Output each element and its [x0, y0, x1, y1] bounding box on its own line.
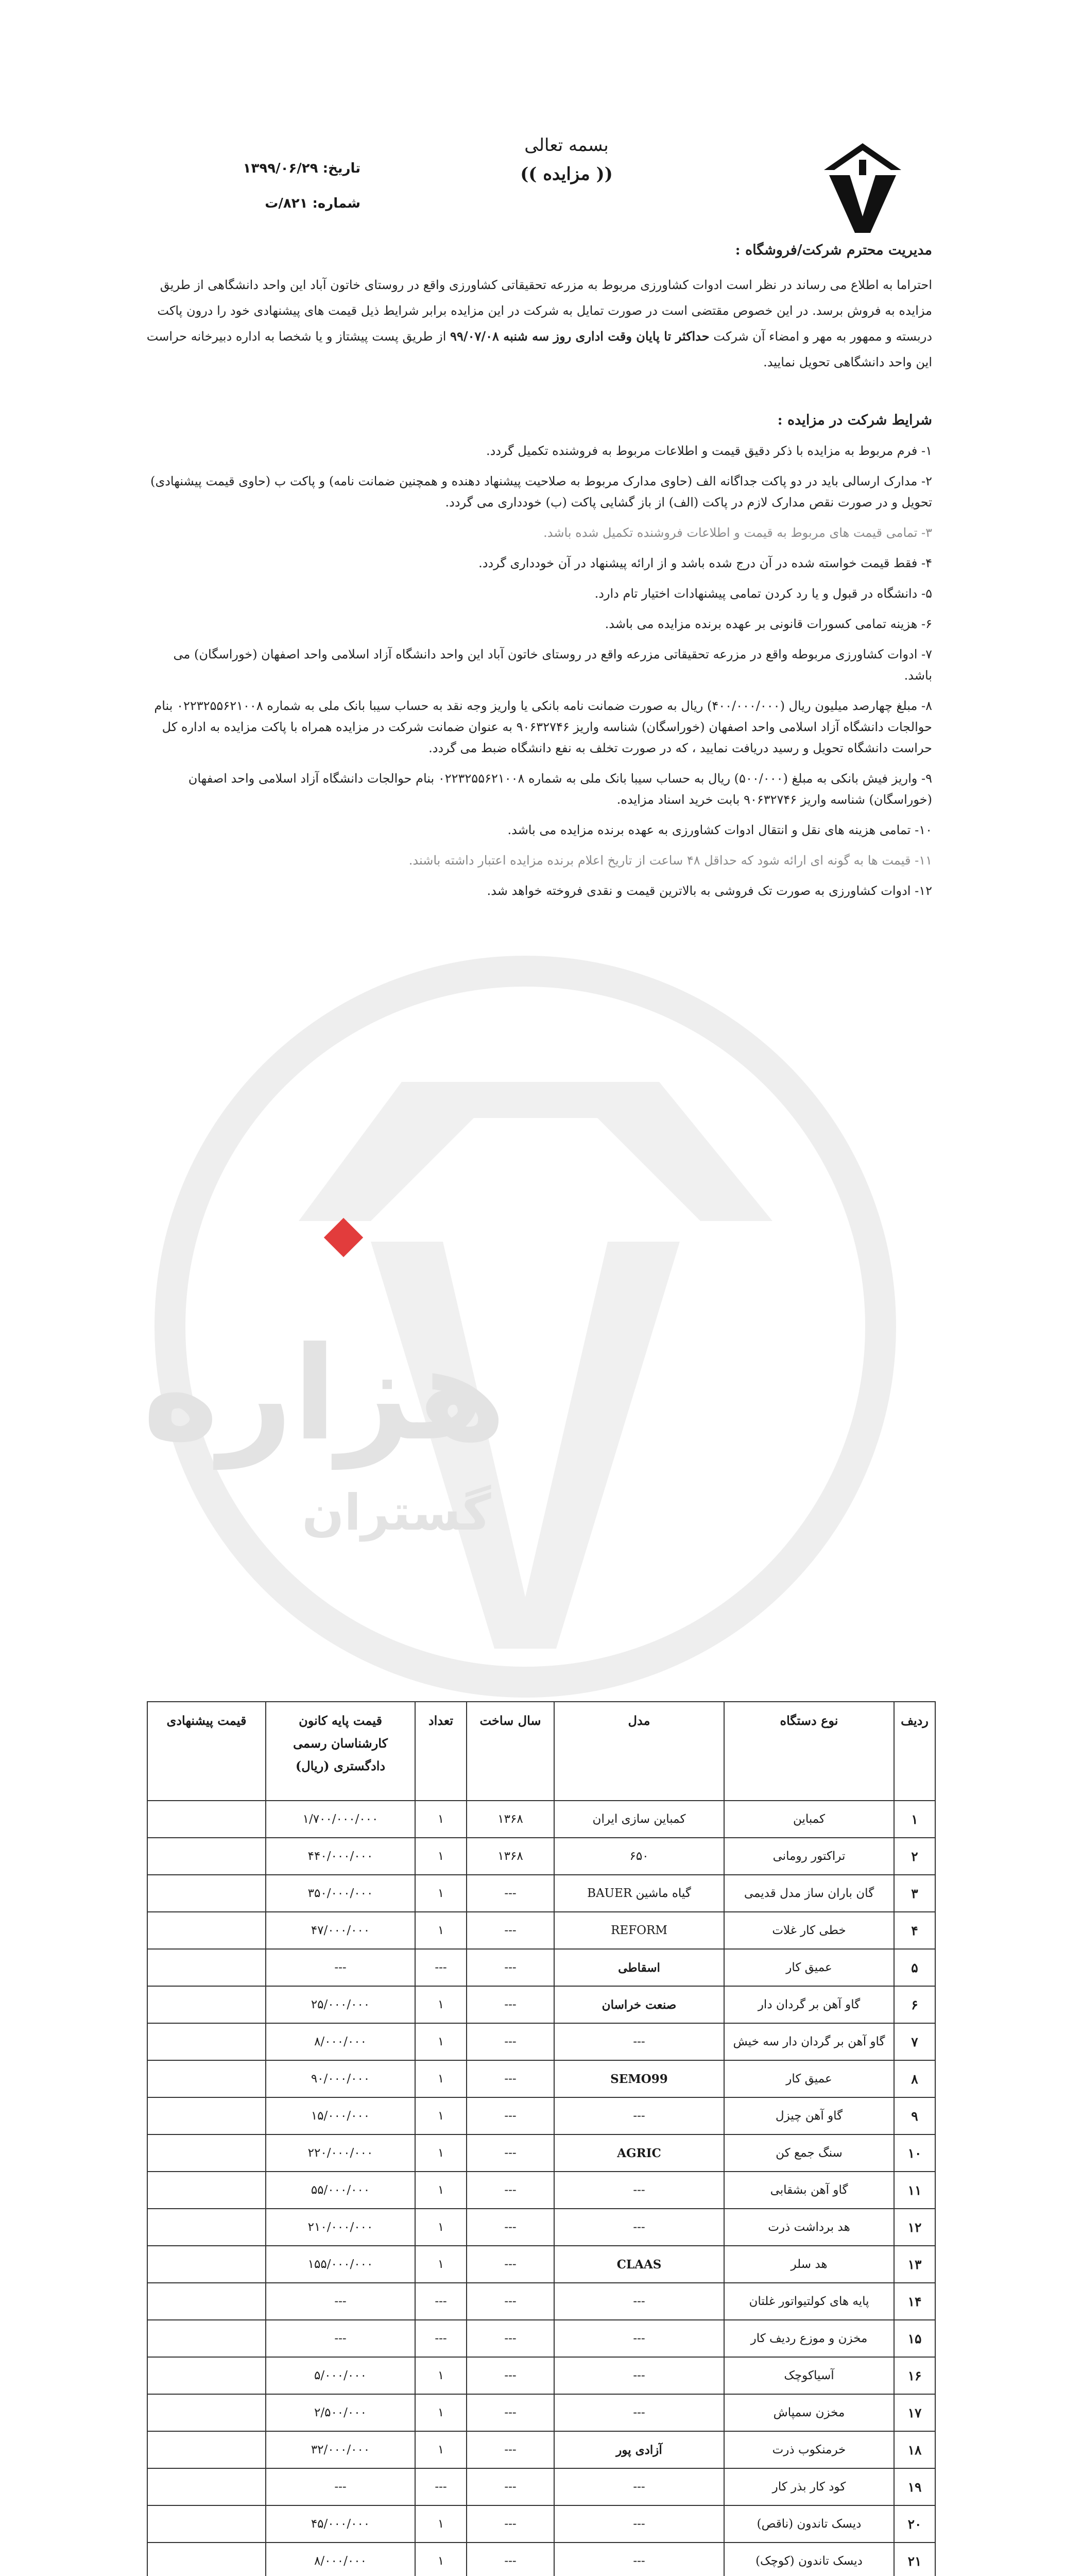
header-year: سال ساخت [467, 1702, 554, 1801]
cell-device-type: کود کار بذر کار [724, 2468, 894, 2505]
condition-item: ۱۰- تمامی هزینه های نقل و انتقال ادوات کشاورزی به عهده برنده مزایده می باشد. [507, 823, 932, 837]
table-row [147, 1986, 935, 2023]
condition-item: ۲- مدارک ارسالی باید در دو پاکت جداگانه الف (حاوی مدارک مربوط به صلاحیت پیشنهاد دهنده و همچنین ضمانت نامه) و پاکت ب (حاوی قیمت پیشنهادی) تحویل و در صورت نقص مدارک لازم در پاکت (الف) از باز گشایی پاکت (ب) خودداری می گردد. [150, 474, 932, 510]
cell-row-number: ۵ [894, 1949, 935, 1986]
university-logo-icon [819, 139, 906, 237]
cell-base-price: --- [266, 2283, 415, 2320]
cell-quantity: ۱ [415, 2505, 467, 2543]
cell-base-price: ۱۵/۰۰۰/۰۰۰ [266, 2097, 415, 2134]
cell-row-number: ۱۲ [894, 2209, 935, 2246]
cell-base-price: --- [266, 1949, 415, 1986]
cell-offer-price[interactable] [147, 2468, 266, 2505]
cell-base-price: ۲۲۰/۰۰۰/۰۰۰ [266, 2134, 415, 2172]
cell-model: SEMO99 [554, 2060, 724, 2097]
cell-model: --- [554, 2172, 724, 2209]
condition-item: ۳- تمامی قیمت های مربوط به قیمت و اطلاعات فروشنده تکمیل شده باشد. [543, 526, 932, 540]
cell-device-type: خطی کار غلات [724, 1912, 894, 1949]
cell-row-number: ۲ [894, 1838, 935, 1875]
cell-offer-price[interactable] [147, 1801, 266, 1838]
cell-quantity: ۱ [415, 1875, 467, 1912]
cell-offer-price[interactable] [147, 2320, 266, 2357]
cell-device-type: آسیاکوچک [724, 2357, 894, 2394]
cell-offer-price[interactable] [147, 2246, 266, 2283]
cell-offer-price[interactable] [147, 2172, 266, 2209]
cell-quantity: ۱ [415, 1986, 467, 2023]
cell-model: --- [554, 2283, 724, 2320]
cell-model: CLAAS [554, 2246, 724, 2283]
cell-year: --- [467, 2060, 554, 2097]
cell-year: ۱۳۶۸ [467, 1838, 554, 1875]
header-quantity: تعداد [415, 1702, 467, 1801]
cell-year: --- [467, 1949, 554, 1986]
intro-text-part1: احتراما به اطلاع می رساند در نظر است ادوات کشاورزی مربوط به مزرعه تحقیقاتی کشاورزی واقع در روستای خاتون آباد این واحد دانشگاهی از طریق مزایده به فروش برسد. در این خصوص مقتضی است در صورت تمایل به شرکت در این مزایده برابر شرایط ذیل قیمت های پیشنهادی خود را درون پاکت دربسته و ممهور به مهر و امضاء آن شرکت [157, 278, 932, 344]
cell-offer-price[interactable] [147, 1875, 266, 1912]
cell-offer-price[interactable] [147, 2097, 266, 2134]
cell-year: --- [467, 2431, 554, 2468]
cell-offer-price[interactable] [147, 2134, 266, 2172]
cell-base-price: ۳۲/۰۰۰/۰۰۰ [266, 2431, 415, 2468]
cell-device-type: پایه های کولتیواتور غلتان [724, 2283, 894, 2320]
cell-model: REFORM [554, 1912, 724, 1949]
cell-year: ۱۳۶۸ [467, 1801, 554, 1838]
condition-item: ۱۲- ادوات کشاورزی به صورت تک فروشی به بالاترین قیمت و نقدی فروخته خواهد شد. [487, 884, 932, 898]
cell-year: --- [467, 2023, 554, 2060]
table-row [147, 1801, 935, 1838]
auction-items-table [147, 1701, 936, 2576]
cell-row-number: ۸ [894, 2060, 935, 2097]
cell-device-type: گاو آهن بر گردان دار [724, 1986, 894, 2023]
cell-device-type: گان باران ساز مدل قدیمی [724, 1875, 894, 1912]
cell-row-number: ۱۵ [894, 2320, 935, 2357]
cell-base-price: ۳۵۰/۰۰۰/۰۰۰ [266, 1875, 415, 1912]
cell-quantity: --- [415, 2283, 467, 2320]
cell-quantity: ۱ [415, 2357, 467, 2394]
recipient-line: مدیریت محترم شرکت/فروشگاه : [735, 242, 932, 258]
cell-row-number: ۱۳ [894, 2246, 935, 2283]
table-row [147, 2134, 935, 2172]
letter-number: شماره: ۸۲۱/ت [265, 196, 360, 211]
cell-quantity: ۱ [415, 2394, 467, 2431]
header-offer-price: قیمت پیشنهادی [147, 1702, 266, 1801]
cell-year: --- [467, 1912, 554, 1949]
cell-model: --- [554, 2543, 724, 2576]
condition-item: ۴- فقط قیمت خواسته شده در آن درج شده باشد و از ارائه پیشنهاد در آن خودداری گردد. [478, 556, 932, 570]
table-row [147, 2394, 935, 2431]
condition-item: ۶- هزینه تمامی کسورات قانونی بر عهده برنده مزایده می باشد. [605, 617, 932, 631]
cell-model: صنعت خراسان [554, 1986, 724, 2023]
intro-paragraph [144, 272, 932, 375]
table-row [147, 2246, 935, 2283]
cell-offer-price[interactable] [147, 2357, 266, 2394]
table-row [147, 2431, 935, 2468]
cell-model: --- [554, 2357, 724, 2394]
watermark-brand-subtext: گستران [302, 1484, 491, 1541]
cell-quantity: --- [415, 1949, 467, 1986]
cell-year: --- [467, 2468, 554, 2505]
cell-model: آزادی پور [554, 2431, 724, 2468]
table-row [147, 2023, 935, 2060]
cell-quantity: ۱ [415, 2060, 467, 2097]
cell-device-type: گاو آهن بشقابی [724, 2172, 894, 2209]
deadline-highlight: حداکثر تا پایان وقت اداری روز سه شنبه ۹۹/۰۷/۰۸ [450, 329, 710, 344]
cell-quantity: ۱ [415, 2097, 467, 2134]
condition-item: ۷- ادوات کشاورزی مربوطه واقع در مزرعه تحقیقاتی مزرعه واقع در روستای خاتون آباد این واحد دانشگاه آزاد اسلامی واحد اصفهان (خوراسگان) می باشد. [173, 647, 932, 683]
cell-row-number: ۲۱ [894, 2543, 935, 2576]
cell-base-price: ۲۵/۰۰۰/۰۰۰ [266, 1986, 415, 2023]
cell-device-type: دیسک تاندون (کوچک) [724, 2543, 894, 2576]
cell-device-type: عمیق کار [724, 2060, 894, 2097]
cell-quantity: ۱ [415, 1838, 467, 1875]
cell-quantity: ۱ [415, 1912, 467, 1949]
cell-base-price: ۴۴۰/۰۰۰/۰۰۰ [266, 1838, 415, 1875]
condition-item: ۱۱- قیمت ها به گونه ای ارائه شود که حداقل ۴۸ ساعت از تاریخ اعلام برنده مزایده اعتبار داشته باشند. [408, 853, 932, 868]
cell-offer-price[interactable] [147, 2431, 266, 2468]
cell-offer-price[interactable] [147, 2283, 266, 2320]
cell-year: --- [467, 2320, 554, 2357]
cell-device-type: گاو آهن چیزل [724, 2097, 894, 2134]
cell-quantity: ۱ [415, 2172, 467, 2209]
cell-device-type: خرمنکوب ذرت [724, 2431, 894, 2468]
cell-base-price: ۱/۷۰۰/۰۰۰/۰۰۰ [266, 1801, 415, 1838]
table-row [147, 2505, 935, 2543]
watermark-brand-text: هزاره [142, 1319, 507, 1469]
cell-device-type: هد سلر [724, 2246, 894, 2283]
cell-base-price: ۱۵۵/۰۰۰/۰۰۰ [266, 2246, 415, 2283]
cell-year: --- [467, 2543, 554, 2576]
cell-year: --- [467, 2394, 554, 2431]
cell-device-type: هد برداشت ذرت [724, 2209, 894, 2246]
cell-year: --- [467, 2209, 554, 2246]
cell-base-price: --- [266, 2468, 415, 2505]
cell-offer-price[interactable] [147, 1912, 266, 1949]
intro-text-part2: از طریق پست پیشتاز و یا شخصا به اداره دبیرخانه حراست این واحد دانشگاهی تحویل نمایید. [146, 329, 932, 369]
cell-row-number: ۴ [894, 1912, 935, 1949]
cell-base-price: ۸/۰۰۰/۰۰۰ [266, 2023, 415, 2060]
conditions-list [144, 440, 932, 911]
cell-row-number: ۱۱ [894, 2172, 935, 2209]
cell-row-number: ۷ [894, 2023, 935, 2060]
table-row [147, 2543, 935, 2576]
condition-item: ۱- فرم مربوط به مزایده با ذکر دقیق قیمت و اطلاعات مربوط به فروشنده تکمیل گردد. [486, 444, 932, 458]
cell-model: --- [554, 2468, 724, 2505]
conditions-title: شرایط شرکت در مزایده : [777, 412, 932, 428]
cell-offer-price[interactable] [147, 1986, 266, 2023]
cell-row-number: ۳ [894, 1875, 935, 1912]
cell-model: ۶۵۰ [554, 1838, 724, 1875]
cell-quantity: --- [415, 2468, 467, 2505]
cell-offer-price[interactable] [147, 2543, 266, 2576]
cell-row-number: ۱۹ [894, 2468, 935, 2505]
cell-quantity: ۱ [415, 2431, 467, 2468]
cell-device-type: سنگ جمع کن [724, 2134, 894, 2172]
cell-base-price: ۹۰/۰۰۰/۰۰۰ [266, 2060, 415, 2097]
cell-year: --- [467, 2134, 554, 2172]
cell-row-number: ۹ [894, 2097, 935, 2134]
cell-year: --- [467, 1986, 554, 2023]
cell-device-type: گاو آهن بر گردان دار سه خیش [724, 2023, 894, 2060]
cell-offer-price[interactable] [147, 2505, 266, 2543]
cell-row-number: ۱۴ [894, 2283, 935, 2320]
cell-base-price: --- [266, 2320, 415, 2357]
cell-year: --- [467, 2097, 554, 2134]
cell-year: --- [467, 1875, 554, 1912]
cell-model: --- [554, 2505, 724, 2543]
cell-quantity: ۱ [415, 2209, 467, 2246]
table-row [147, 2097, 935, 2134]
cell-quantity: ۱ [415, 2246, 467, 2283]
table-row [147, 2060, 935, 2097]
cell-base-price: ۲۱۰/۰۰۰/۰۰۰ [266, 2209, 415, 2246]
header-row-number: ردیف [894, 1702, 935, 1801]
cell-device-type: تراکتور رومانی [724, 1838, 894, 1875]
cell-device-type: مخزن سمپاش [724, 2394, 894, 2431]
cell-model: --- [554, 2097, 724, 2134]
table-row [147, 2468, 935, 2505]
cell-row-number: ۶ [894, 1986, 935, 2023]
cell-quantity: ۱ [415, 2543, 467, 2576]
cell-quantity: ۱ [415, 1801, 467, 1838]
condition-item: ۵- دانشگاه در قبول و یا رد کردن تمامی پیشنهادات اختیار تام دارد. [594, 586, 932, 601]
cell-device-type: دیسک تاندون (ناقص) [724, 2505, 894, 2543]
cell-base-price: ۵۵/۰۰۰/۰۰۰ [266, 2172, 415, 2209]
table-row [147, 2172, 935, 2209]
table-row [147, 2357, 935, 2394]
cell-quantity: ۱ [415, 2023, 467, 2060]
cell-year: --- [467, 2283, 554, 2320]
table-row [147, 2209, 935, 2246]
table-row [147, 2320, 935, 2357]
table-row [147, 1949, 935, 1986]
cell-model: گیاه ماشین BAUER [554, 1875, 724, 1912]
header-model: مدل [554, 1702, 724, 1801]
cell-base-price: ۴۵/۰۰۰/۰۰۰ [266, 2505, 415, 2543]
cell-offer-price[interactable] [147, 1949, 266, 1986]
table-row [147, 1912, 935, 1949]
letter-date: تاریخ: ۱۳۹۹/۰۶/۲۹ [243, 161, 360, 176]
bismillah-heading: بسمه تعالی [524, 135, 609, 156]
cell-year: --- [467, 2357, 554, 2394]
cell-row-number: ۱ [894, 1801, 935, 1838]
cell-row-number: ۱۸ [894, 2431, 935, 2468]
header-device-type: نوع دستگاه [724, 1702, 894, 1801]
cell-base-price: ۵/۰۰۰/۰۰۰ [266, 2357, 415, 2394]
cell-year: --- [467, 2246, 554, 2283]
document-title: (( مزایده )) [520, 164, 613, 184]
condition-item: ۸- مبلغ چهارصد میلیون ریال (۴۰۰/۰۰۰/۰۰۰) ریال به صورت ضمانت نامه بانکی یا واریز وجه نقد به حساب سیبا بانک ملی به شماره ۰۲۲۳۲۵۵۶۲۱۰۰۸ بنام حوالجات دانشگاه آزاد اسلامی واحد اصفهان (خوراسگان) شناسه واریز ۹۰۶۳۲۷۴۶ به عنوان ضمانت شرکت در مزایده همراه با پاکت مزایده به اداره کل حراست دانشگاه تحویل و رسید دریافت نمایید ، که در صورت تخلف به نفع دانشگاه ضبط می گردد. [154, 699, 932, 755]
cell-base-price: ۲/۵۰۰/۰۰۰ [266, 2394, 415, 2431]
cell-offer-price[interactable] [147, 2060, 266, 2097]
cell-model: --- [554, 2209, 724, 2246]
cell-device-type: مخزن و موزع ردیف کار [724, 2320, 894, 2357]
cell-quantity: --- [415, 2320, 467, 2357]
cell-year: --- [467, 2172, 554, 2209]
cell-row-number: ۲۰ [894, 2505, 935, 2543]
cell-offer-price[interactable] [147, 2394, 266, 2431]
cell-row-number: ۱۰ [894, 2134, 935, 2172]
table-row [147, 2283, 935, 2320]
cell-offer-price[interactable] [147, 2209, 266, 2246]
table-body [147, 1801, 935, 2576]
cell-base-price: ۸/۰۰۰/۰۰۰ [266, 2543, 415, 2576]
cell-model: کمباین سازی ایران [554, 1801, 724, 1838]
cell-offer-price[interactable] [147, 1838, 266, 1875]
cell-offer-price[interactable] [147, 2023, 266, 2060]
cell-year: --- [467, 2505, 554, 2543]
cell-device-type: عمیق کار [724, 1949, 894, 1986]
table-row [147, 1838, 935, 1875]
cell-device-type: کمباین [724, 1801, 894, 1838]
cell-quantity: ۱ [415, 2134, 467, 2172]
cell-model: --- [554, 2023, 724, 2060]
cell-base-price: ۴۷/۰۰۰/۰۰۰ [266, 1912, 415, 1949]
cell-row-number: ۱۷ [894, 2394, 935, 2431]
cell-model: AGRIC [554, 2134, 724, 2172]
cell-row-number: ۱۶ [894, 2357, 935, 2394]
header-base-price: قیمت پایه کانون کارشناسان رسمی دادگستری (ریال) [266, 1702, 415, 1801]
table-row [147, 1875, 935, 1912]
condition-item: ۹- واریز فیش بانکی به مبلغ (۵۰۰/۰۰۰) ریال به حساب سیبا بانک ملی به شماره ۰۲۲۳۲۵۵۶۲۱۰۰۸ بنام حوالجات دانشگاه آزاد اسلامی واحد اصفهان (خوراسگان) شناسه واریز ۹۰۶۳۲۷۴۶ بابت خرید اسناد مزایده. [188, 771, 932, 807]
table-header-row [147, 1702, 935, 1801]
cell-model: اسقاطی [554, 1949, 724, 1986]
cell-model: --- [554, 2394, 724, 2431]
cell-model: --- [554, 2320, 724, 2357]
